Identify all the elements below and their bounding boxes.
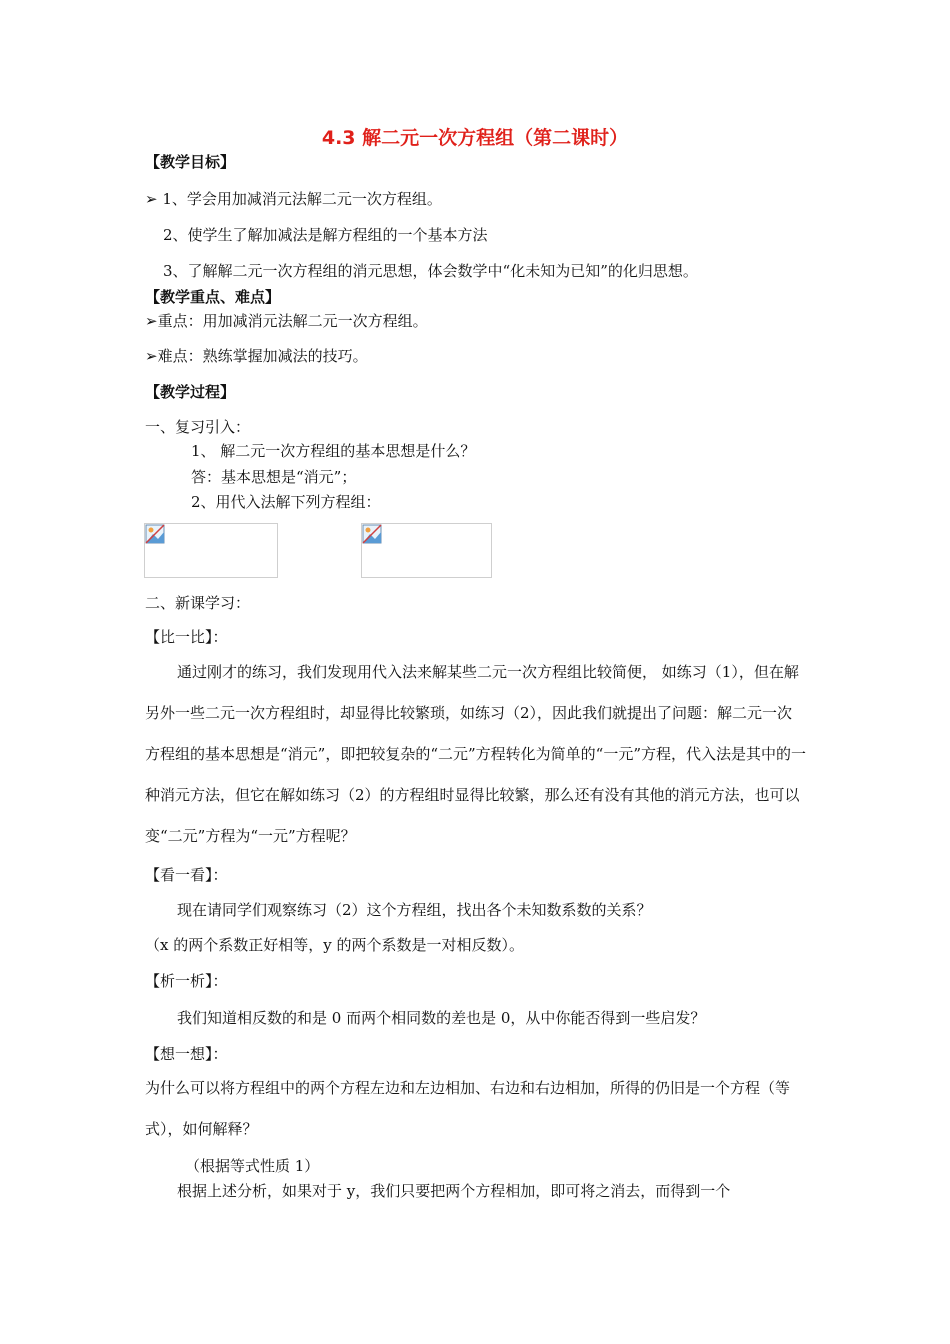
broken-image-icon xyxy=(145,524,165,544)
think-paragraph: 为什么可以将方程组中的两个方程左边和左边相加、右边和右边相加，所得的仍旧是一个方程（等式），如何解释？ xyxy=(145,1079,791,1138)
review-question-1: 1、 解二元一次方程组的基本思想是什么？ xyxy=(191,442,476,460)
goals-heading: 【教学目标】 xyxy=(145,153,236,171)
equation-image-1 xyxy=(144,523,278,578)
difficult-point: ➢难点：熟练掌握加减法的技巧。 xyxy=(145,347,368,365)
key-point: ➢重点：用加减消元法解二元一次方程组。 xyxy=(145,312,428,330)
think-basis: （根据等式性质 1） xyxy=(185,1157,320,1175)
goal-2: 2、使学生了解加减法是解方程组的一个基本方法 xyxy=(163,226,488,244)
analyze-paragraph: 我们知道相反数的和是 0 而两个相同数的差也是 0，从中你能否得到一些启发？ xyxy=(177,1009,706,1027)
review-heading: 一、复习引入： xyxy=(145,418,251,436)
review-answer-1: 答：基本思想是“消元”； xyxy=(191,468,357,486)
look-paragraph: 现在请同学们观察练习（2）这个方程组，找出各个未知数系数的关系？ xyxy=(177,901,652,919)
think-heading: 【想一想】： xyxy=(145,1045,228,1063)
broken-image-icon xyxy=(362,524,382,544)
look-heading: 【看一看】： xyxy=(145,866,228,884)
new-lesson-heading: 二、新课学习： xyxy=(145,594,251,612)
key-points-heading: 【教学重点、难点】 xyxy=(145,288,281,306)
analyze-heading: 【析一析】： xyxy=(145,972,228,990)
final-paragraph: 根据上述分析，如果对于 y，我们只要把两个方程相加，即可将之消去，而得到一个 xyxy=(177,1182,731,1200)
compare-paragraph: 通过刚才的练习，我们发现用代入法来解某些二元一次方程组比较简便， 如练习（1），但在解另外一些二元一次方程组时，却显得比较繁琐，如练习（2），因此我们就提出了问题：解二元一次方程组的基本思想是“消元”，即把较复杂的“二元”方程转化为简单的“一元”方程，代入法是其中的一种消元方法，但它在解如练习（2）的方程组时显得比较繁，那么还有没有其他的消元方法，也可以变“二元”方程为“一元”方程呢？ xyxy=(145,663,807,845)
compare-heading: 【比一比】： xyxy=(145,628,228,646)
process-heading: 【教学过程】 xyxy=(145,383,236,401)
goal-1: ➢ 1、学会用加减消元法解二元一次方程组。 xyxy=(145,190,442,208)
review-question-2: 2、用代入法解下列方程组： xyxy=(191,493,381,511)
equation-image-2 xyxy=(361,523,492,578)
goal-3: 3、了解解二元一次方程组的消元思想，体会数学中“化未知为已知”的化归思想。 xyxy=(163,262,698,280)
look-answer: （x 的两个系数正好相等，y 的两个系数是一对相反数）。 xyxy=(145,936,524,954)
page-title: 4.3 解二元一次方程组（第二课时） xyxy=(321,127,629,149)
